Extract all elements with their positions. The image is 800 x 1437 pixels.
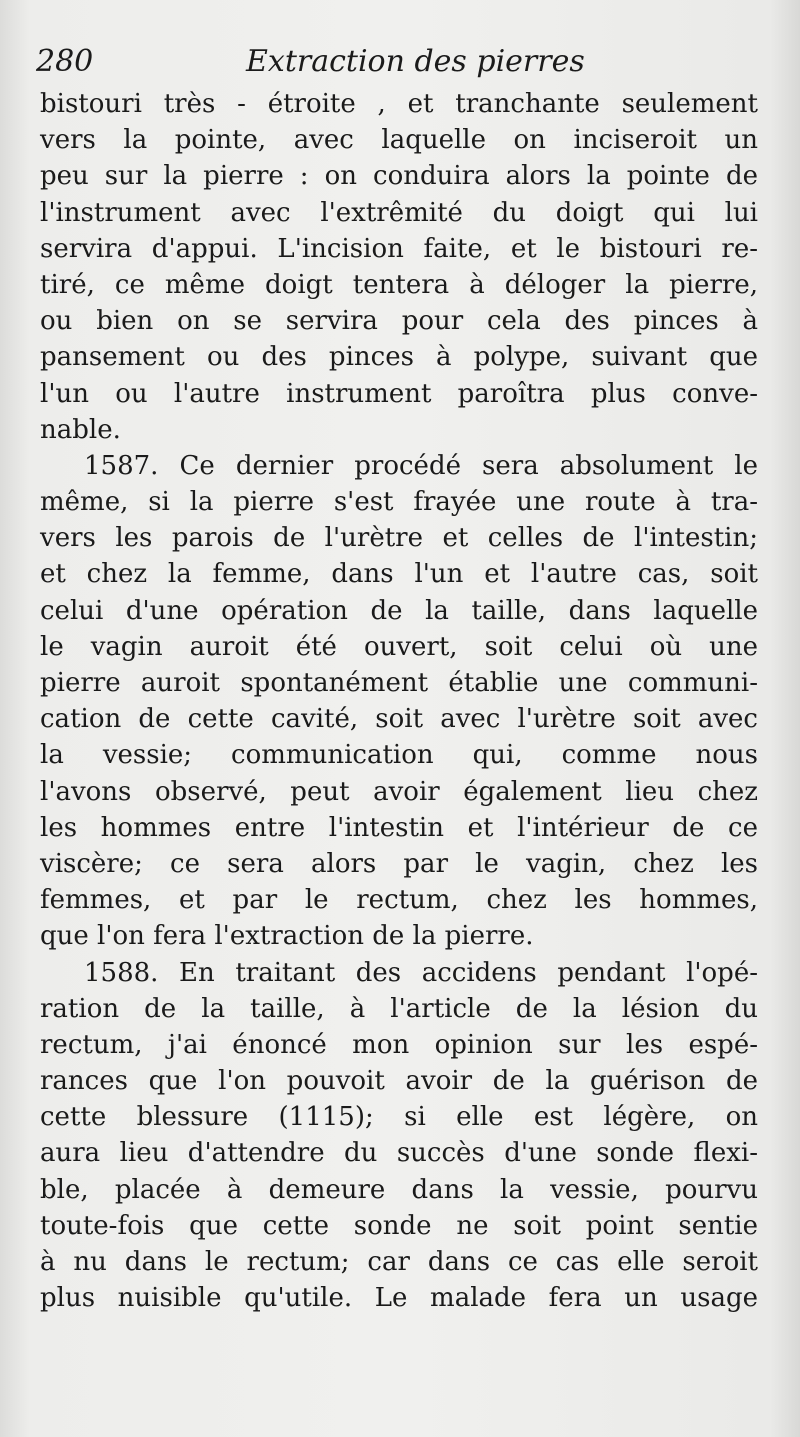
text-line: plus nuisible qu'utile. Le malade fera un usage: [40, 1283, 758, 1314]
text-line: cation de cette cavité, soit avec l'urètre soit avec: [40, 704, 758, 735]
text-line: 1588. En traitant des accidens pendant l'opé-: [84, 957, 758, 988]
running-title: Extraction des pierres: [246, 44, 585, 79]
text-line: pansement ou des pinces à polype, suivant que: [40, 342, 758, 373]
text-line: vers les parois de l'urètre et celles de l'intestin;: [40, 523, 758, 554]
text-line: les hommes entre l'intestin et l'intérieur de ce: [40, 812, 758, 843]
text-line: la vessie; communication qui, comme nous: [40, 740, 758, 771]
text-line: l'avons observé, peut avoir également lieu chez: [40, 776, 758, 807]
text-line: celui d'une opération de la taille, dans laquelle: [40, 595, 758, 626]
text-line: servira d'appui. L'incision faite, et le bistouri re-: [40, 233, 758, 264]
text-line: même, si la pierre s'est frayée une route à tra-: [40, 487, 758, 518]
text-line: aura lieu d'attendre du succès d'une sonde flexi-: [40, 1138, 758, 1169]
text-line: l'instrument avec l'extrêmité du doigt qui lui: [40, 197, 758, 228]
text-line: toute-fois que cette sonde ne soit point sentie: [40, 1210, 758, 1241]
body-text: [40, 86, 758, 1316]
text-line: ble, placée à demeure dans la vessie, pourvu: [40, 1174, 758, 1205]
text-line: vers la pointe, avec laquelle on inciseroit un: [40, 125, 758, 156]
text-line: et chez la femme, dans l'un et l'autre cas, soit: [40, 559, 758, 590]
text-line: rectum, j'ai énoncé mon opinion sur les espé-: [40, 1029, 758, 1060]
text-line: rances que l'on pouvoit avoir de la guérison de: [40, 1066, 758, 1097]
text-line: pierre auroit spontanément établie une communi-: [40, 668, 758, 698]
text-line: à nu dans le rectum; car dans ce cas elle seroit: [40, 1247, 758, 1277]
text-line: que l'on fera l'extraction de la pierre.: [40, 921, 534, 952]
text-line: viscère; ce sera alors par le vagin, chez les: [40, 848, 758, 879]
page-header: [36, 44, 756, 84]
text-line: bistouri très - étroite , et tranchante seulement: [40, 89, 758, 119]
text-line: peu sur la pierre : on conduira alors la pointe de: [40, 161, 758, 192]
text-line: 1587. Ce dernier procédé sera absolument le: [84, 450, 758, 481]
text-line: cette blessure (1115); si elle est légère, on: [40, 1102, 758, 1133]
text-line: tiré, ce même doigt tentera à déloger la pierre,: [40, 269, 758, 300]
text-line: le vagin auroit été ouvert, soit celui où une: [40, 631, 758, 662]
text-line: ration de la taille, à l'article de la lésion du: [40, 993, 758, 1024]
text-line: l'un ou l'autre instrument paroîtra plus conve-: [40, 378, 758, 409]
text-line: femmes, et par le rectum, chez les hommes,: [40, 885, 758, 916]
page-number: 280: [36, 44, 94, 79]
text-line: nable.: [40, 414, 121, 445]
text-line: ou bien on se servira pour cela des pinces à: [40, 306, 758, 337]
